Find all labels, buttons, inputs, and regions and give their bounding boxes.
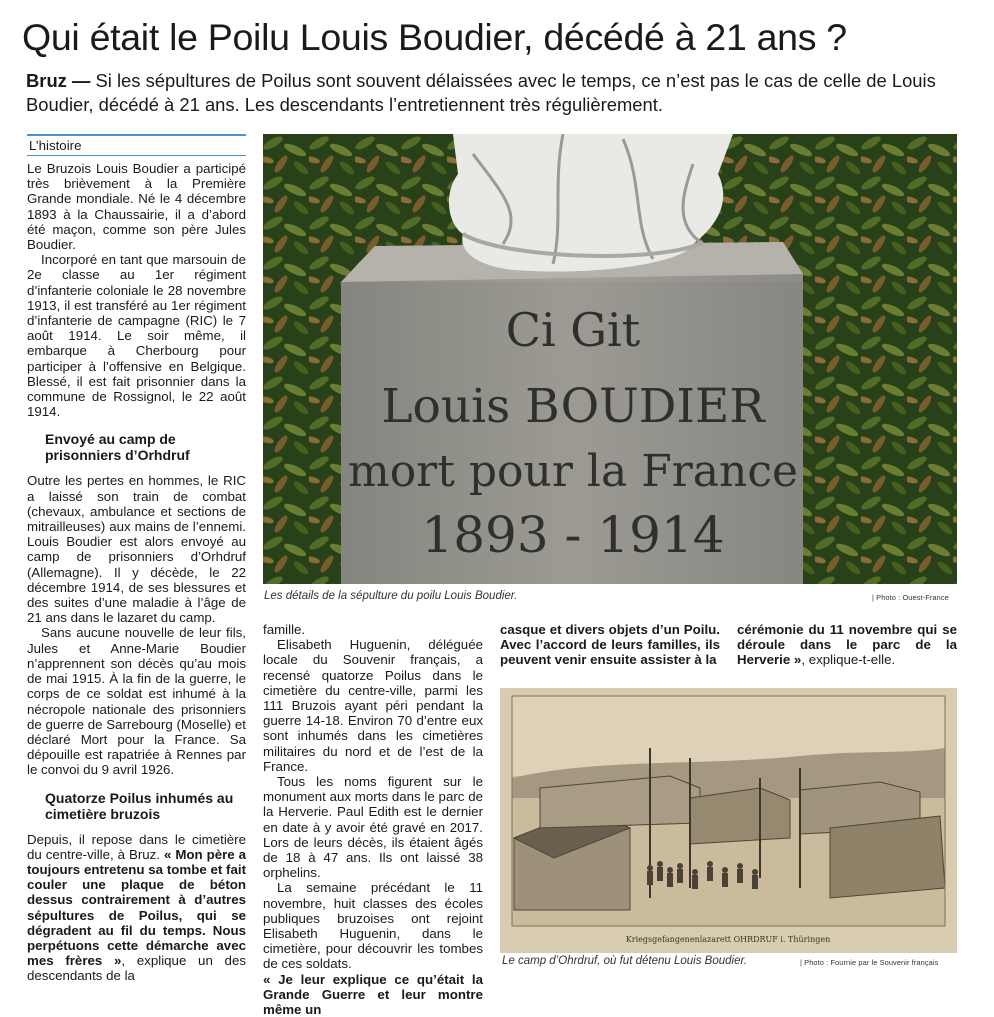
body-c4-end: , explique-t-elle.	[801, 652, 896, 668]
lead-text: Si les sépultures de Poilus sont souvent délaissées avec le temps, ce n’est pas le cas de celle de Louis Boudier, décédé à 21 ans. Les descendants l’entretiennent très régulièrement.	[26, 70, 936, 115]
camp-caption: Le camp d’Ohrdruf, où fut détenu Louis Boudier.	[502, 955, 748, 967]
history-p5-plain: Depuis, il repose dans le cimetière du centre-ville, à Bruz.	[27, 831, 246, 862]
body-c2-paragraph-3: La semaine précédant le 11 novembre, huit classes des écoles publiques bruzoises ont rejoint Elisabeth Huguenin, dans le cimetière, pour découvrir les tombes de ces soldats.	[263, 880, 483, 972]
camp-credit: | Photo : Fournie par le Souvenir français	[800, 958, 939, 967]
body-column-4	[737, 622, 957, 668]
subhead-orhdruf: Envoyé au camp de prisonniers d’Orhdruf	[45, 431, 190, 464]
history-p5-end: , explique un des descendants de la	[27, 953, 246, 984]
body-c3-quote: casque et divers objets d’un Poilu. Avec l’accord de leurs familles, ils peuvent venir ensuite assister à la	[500, 622, 720, 668]
history-paragraph-3: Outre les pertes en hommes, le RIC a laissé son train de combat (chevaux, ambulance et sections de mitrailleuses) aux mains de l’ennemi. Louis Boudier est alors envoyé au camp de prisonniers d’Orhdruf (Allemagne). Il y décède, le 22 décembre 1914, de ses blessures et des suites d’une maladie à l’âge de 21 ans dans le lazaret du camp.	[27, 473, 246, 626]
history-paragraph-4: Sans aucune nouvelle de leur fils, Jules et Anne-Marie Boudier n’apprennent son décès qu’au mois de mai 1915. À la fin de la guerre, le corps de ce soldat est inhumé à la nécropole nationale des prisonniers de guerre de Sarrebourg (Moselle) et déclaré Mort pour la France. Sa dépouille est rapatriée à Rennes par le convoi du 9 avril 1926.	[27, 625, 246, 778]
engraving-line-1: Ci Git	[505, 303, 641, 357]
gravestone-illustration	[263, 134, 957, 584]
lead-paragraph	[26, 69, 966, 117]
engraving-line-3: mort pour la France	[347, 446, 799, 497]
body-c4-paragraph	[737, 622, 957, 668]
gravestone-credit: | Photo : Ouest-France	[872, 593, 949, 602]
history-column	[27, 134, 246, 984]
gravestone-caption: Les détails de la sépulture du poilu Louis Boudier.	[264, 590, 518, 602]
gravestone-photo	[263, 134, 957, 584]
engraving-line-4: 1893 - 1914	[421, 506, 725, 564]
camp-illustration	[500, 688, 957, 953]
engraving-line-2: Louis BOUDIER	[381, 379, 765, 434]
body-c4-quote: cérémonie du 11 novembre qui se déroule dans le parc de la Herverie »	[737, 622, 957, 668]
descendant-quote: « Mon père a toujours entretenu sa tombe et fait couler une plaque de béton dessus contrairement à d’autres sépultures de Poilus, qui se dégradent au fil du temps. Nous perpétuons cette démarche avec mes frères »	[27, 846, 247, 969]
body-column-3	[500, 622, 720, 668]
body-c2-paragraph-1: Elisabeth Huguenin, déléguée locale du Souvenir français, a recensé quatorze Poilus dans le cimetière du centre-ville, parmi les 111 Bruzois ayant péri pendant la guerre 14-18. Environ 70 d’entre eux sont inhumés dans les cimetières militaires du nord et de l’est de la France.	[263, 637, 483, 774]
history-paragraph-1: Le Bruzois Louis Boudier a participé très brièvement à la Première Grande mondiale. Né le 4 décembre 1893 à la Chaussairie, il a d’abord été maçon, comme son père Jules Boudier.	[27, 161, 246, 253]
history-paragraph-5	[27, 832, 246, 984]
history-rubric: L’histoire	[27, 134, 246, 156]
subhead-cemetery: Quatorze Poilus inhumés au cimetière bruzois	[45, 789, 234, 822]
lead-kicker: Bruz —	[26, 70, 91, 91]
body-c2-quote: « Je leur explique ce qu’était la Grande Guerre et leur montre même un	[263, 971, 483, 1017]
body-c2-family: famille.	[263, 622, 306, 637]
history-paragraph-2: Incorporé en tant que marsouin de 2e classe au 1er régiment d’infanterie coloniale le 28 novembre 1913, il est transféré au 1er régiment d’infanterie de campagne (RIC) le 7 août 1914. Le soir même, il embarque à Cherbourg pour participer à l’offensive en Belgique. Blessé, il est fait prisonnier dans la commune de Rossignol, le 22 août 1914.	[27, 252, 246, 420]
headline: Qui était le Poilu Louis Boudier, décédé à 21 ans ?	[22, 16, 847, 58]
camp-photo	[500, 688, 957, 953]
body-c2-paragraph-2: Tous les noms figurent sur le monument aux morts dans le parc de la Herverie. Paul Edith est le dernier en date à y avoir été gravé en 2017. Lors de leurs décès, ils étaient âgés de 18 à 47 ans. Ils ont laissé 38 orphelins.	[263, 774, 483, 881]
body-column-2	[263, 622, 483, 1017]
postcard-legend: Kriegsgefangenenlazarett OHRDRUF i. Thüringen	[625, 935, 831, 944]
